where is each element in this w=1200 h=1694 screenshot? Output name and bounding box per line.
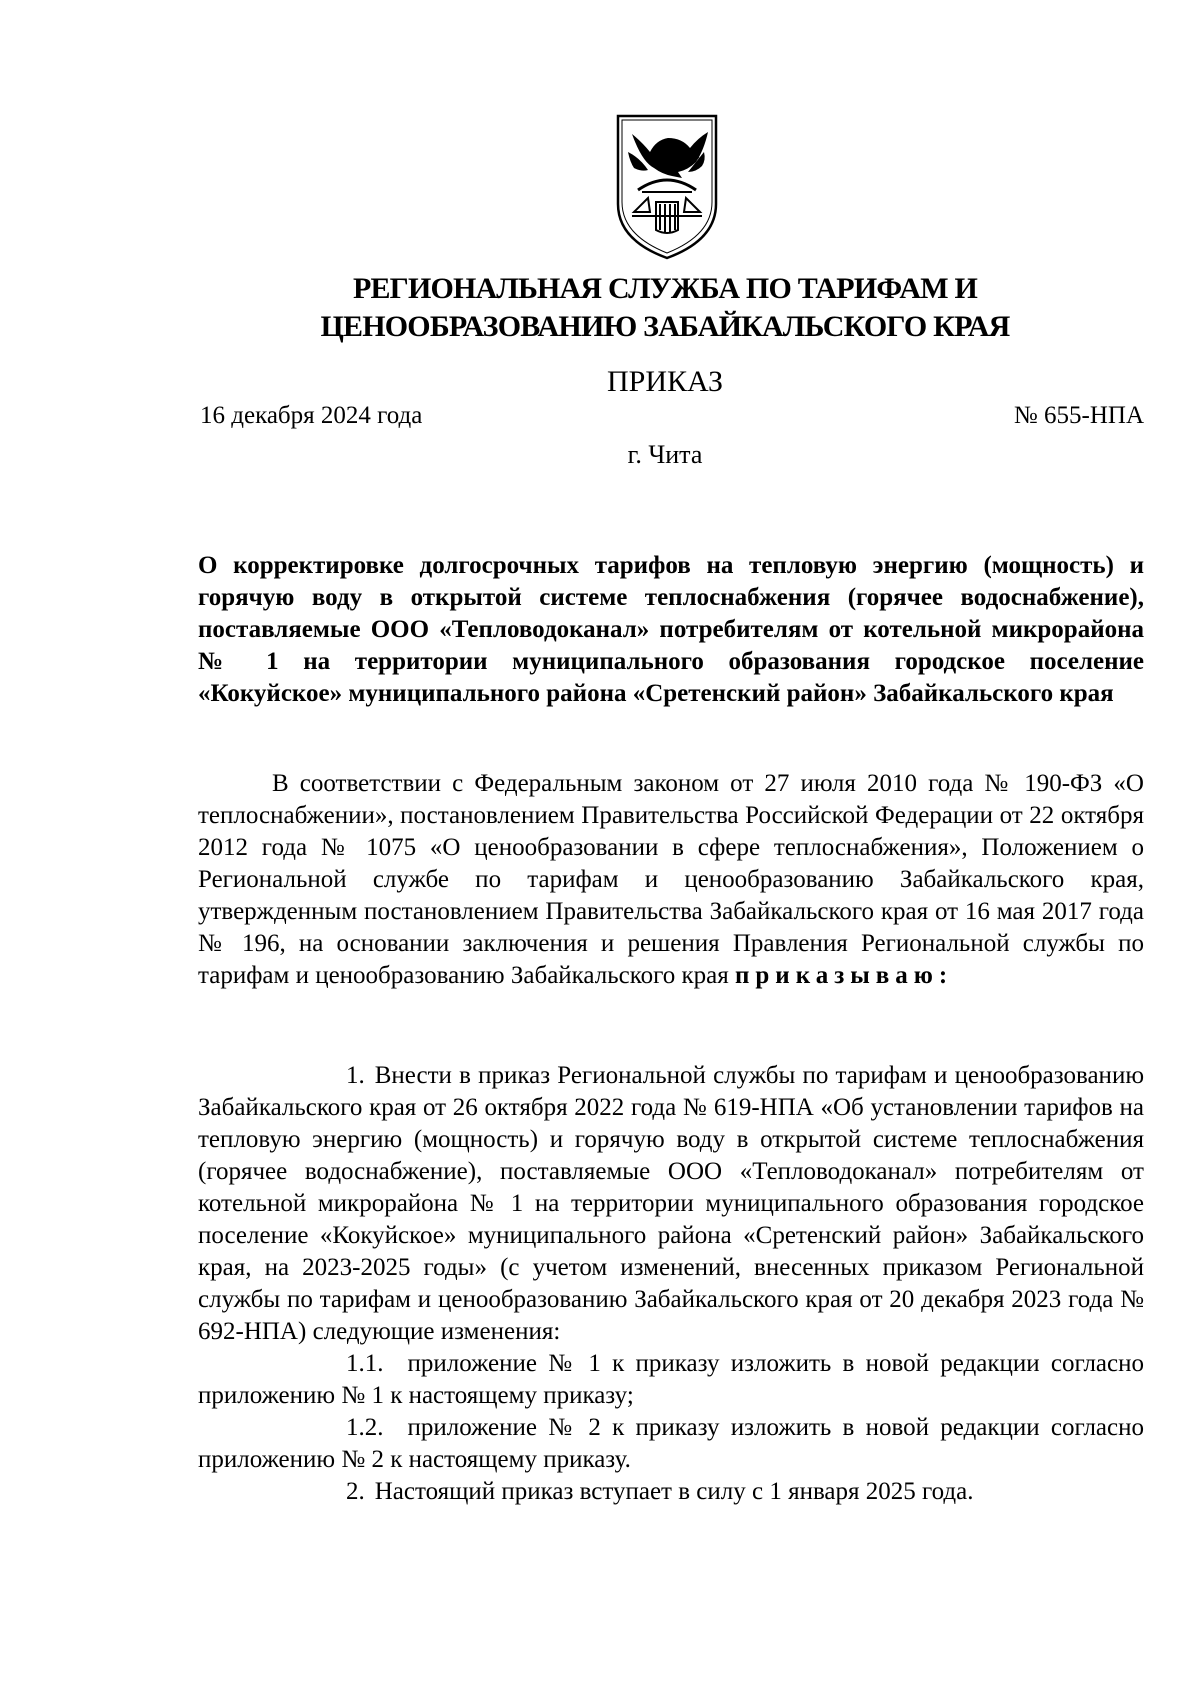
- document-city: г. Чита: [627, 440, 703, 469]
- item-text: Настоящий приказ вступает в силу с 1 января 2025 года.: [374, 1478, 974, 1505]
- order-item: [198, 1348, 1144, 1412]
- preamble-emphasis: приказываю:: [734, 962, 954, 989]
- document-type: ПРИКАЗ: [607, 365, 723, 398]
- document-number: № 655-НПА: [1013, 402, 1144, 429]
- item-number: 2.: [346, 1478, 365, 1505]
- item-number: 1.: [346, 1062, 365, 1089]
- order-item: [198, 1412, 1144, 1476]
- item-number: 1.1.: [346, 1350, 384, 1377]
- order-item: [198, 1476, 1144, 1508]
- document-title: О корректировке долгосрочных тарифов на тепловую энергию (мощность) и горячую воду в открытой системе теплоснабжения (горячее водоснабжение), поставляемые ООО «Тепловодоканал» потребителям от котельной микрорайона № 1 на территории муниципального образования городское поселение «Кокуйское» муниципального района «Сретенский район» Забайкальского края: [198, 552, 1144, 707]
- item-text: приложение № 1 к приказу изложить в новой редакции согласно приложению № 1 к настоящему приказу;: [198, 1350, 1144, 1409]
- org-name-line-1: РЕГИОНАЛЬНАЯ СЛУЖБА ПО ТАРИФАМ И: [352, 272, 978, 305]
- item-text: приложение № 2 к приказу изложить в новой редакции согласно приложению № 2 к настоящему приказу.: [198, 1414, 1144, 1473]
- coat-of-arms-icon: [612, 112, 722, 262]
- org-name-line-2: ЦЕНООБРАЗОВАНИЮ ЗАБАЙКАЛЬСКОГО КРАЯ: [320, 310, 1010, 343]
- order-items: [198, 1060, 1144, 1508]
- item-text: Внести в приказ Региональной службы по тарифам и ценообразованию Забайкальского края от 26 октября 2022 года № 619-НПА «Об установлении тарифов на тепловую энергию (мощность) и горячую воду в открытой системе теплоснабжения (горячее водоснабжение), поставляемые ООО «Тепловодоканал» потребителям от котельной микрорайона № 1 на территории муниципального образования городское поселение «Кокуйское» муниципального района «Сретенский район» Забайкальского края, на 2023-2025 годы» (с учетом изменений, внесенных приказом Региональной службы по тарифам и ценообразованию Забайкальского края от 20 декабря 2023 года № 692-НПА) следующие изменения:: [198, 1062, 1144, 1345]
- document-date: 16 декабря 2024 года: [200, 402, 423, 429]
- item-number: 1.2.: [346, 1414, 384, 1441]
- order-item: [198, 1060, 1144, 1348]
- preamble-paragraph: [198, 768, 1144, 992]
- preamble-text: В соответствии с Федеральным законом от 27 июля 2010 года № 190-ФЗ «О теплоснабжении», постановлением Правительства Российской Федерации от 22 октября 2012 года № 1075 «О ценообразовании в сфере теплоснабжения», Положением о Региональной службе по тарифам и ценообразованию Забайкальского края, утвержденным постановлением Правительства Забайкальского края от 16 мая 2017 года № 196, на основании заключения и решения Правления Региональной службы по тарифам и ценообразованию Забайкальского края: [198, 770, 1144, 989]
